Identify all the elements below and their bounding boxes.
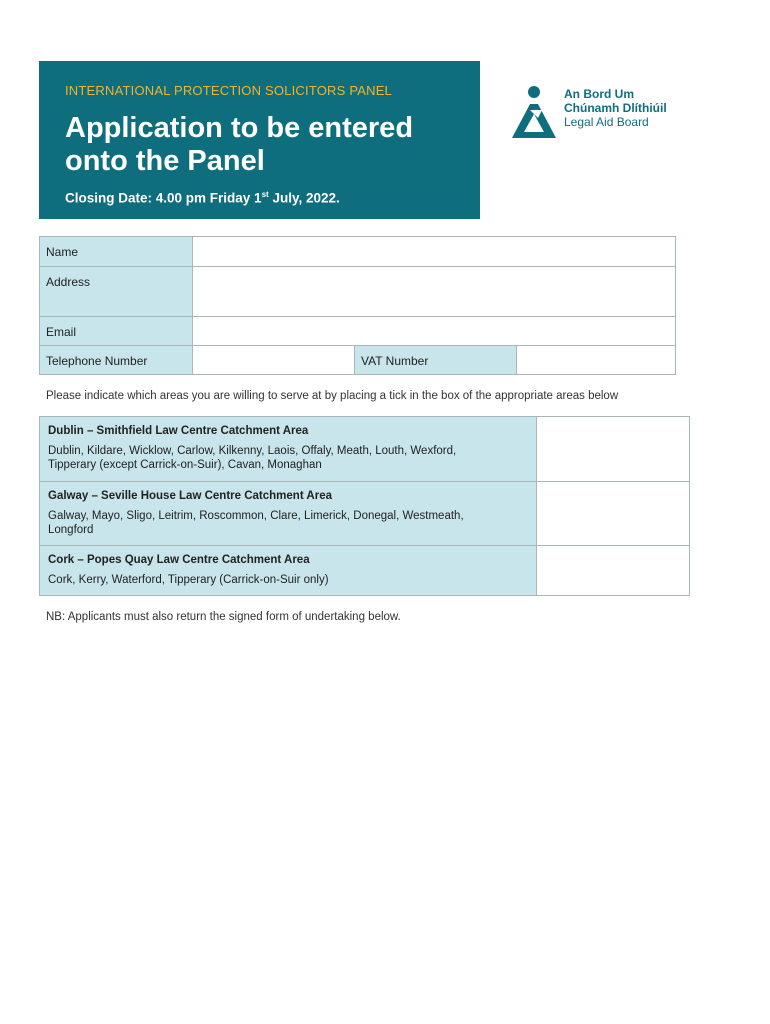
logo-wordmark	[564, 87, 667, 129]
closing-date	[65, 190, 454, 206]
area-counties-line: Tipperary (except Carrick-on-Suir), Cavan, Monaghan	[48, 459, 322, 471]
title-line-1: Application to be entered	[65, 112, 414, 144]
dublin-tick-box[interactable]	[537, 417, 690, 482]
logo-line-1: An Bord Um	[564, 87, 634, 101]
area-row	[40, 482, 690, 546]
undertaking-note: NB: Applicants must also return the signed form of undertaking below.	[46, 611, 401, 623]
telephone-label: Telephone Number	[40, 346, 193, 375]
page-title	[65, 112, 454, 178]
closing-date-ordinal: st	[261, 190, 269, 199]
area-name: Galway – Seville House Law Centre Catchment Area	[48, 490, 332, 502]
address-label: Address	[40, 267, 193, 317]
logo-line-2: Chúnamh Dlíthiúil	[564, 101, 667, 115]
area-counties	[48, 444, 528, 472]
area-name: Dublin – Smithfield Law Centre Catchment Area	[48, 425, 309, 437]
email-label: Email	[40, 317, 193, 346]
telephone-field[interactable]	[193, 346, 355, 375]
area-name: Cork – Popes Quay Law Centre Catchment Area	[48, 554, 310, 566]
logo-mark-icon	[508, 84, 558, 142]
email-field[interactable]	[193, 317, 676, 346]
area-counties-line: Cork, Kerry, Waterford, Tipperary (Carrick-on-Suir only)	[48, 574, 329, 586]
area-counties-line: Galway, Mayo, Sligo, Leitrim, Roscommon, Clare, Limerick, Donegal, Westmeath,	[48, 510, 464, 522]
area-counties	[48, 509, 528, 537]
area-info	[40, 417, 537, 482]
closing-date-suffix: July, 2022.	[268, 190, 340, 206]
cork-tick-box[interactable]	[537, 546, 690, 596]
galway-tick-box[interactable]	[537, 482, 690, 546]
name-field[interactable]	[193, 237, 676, 267]
instruction-text: Please indicate which areas you are willing to serve at by placing a tick in the box of the appropriate areas below	[46, 390, 619, 402]
header-banner	[39, 61, 480, 219]
applicant-details-table	[39, 236, 676, 375]
catchment-areas-table	[39, 416, 690, 596]
area-info	[40, 546, 537, 596]
legal-aid-board-logo	[508, 84, 708, 144]
logo-line-3: Legal Aid Board	[564, 115, 649, 129]
closing-date-prefix: Closing Date: 4.00 pm Friday 1	[65, 190, 262, 206]
title-line-2: onto the Panel	[65, 145, 265, 177]
vat-label: VAT Number	[355, 346, 517, 375]
area-counties	[48, 573, 528, 587]
area-info	[40, 482, 537, 546]
address-field[interactable]	[193, 267, 676, 317]
panel-eyebrow: INTERNATIONAL PROTECTION SOLICITORS PANEL	[65, 83, 392, 98]
vat-field[interactable]	[517, 346, 676, 375]
area-counties-line: Dublin, Kildare, Wicklow, Carlow, Kilkenny, Laois, Offaly, Meath, Louth, Wexford,	[48, 445, 457, 457]
name-label: Name	[40, 237, 193, 267]
area-counties-line: Longford	[48, 524, 94, 536]
area-row	[40, 546, 690, 596]
area-row	[40, 417, 690, 482]
